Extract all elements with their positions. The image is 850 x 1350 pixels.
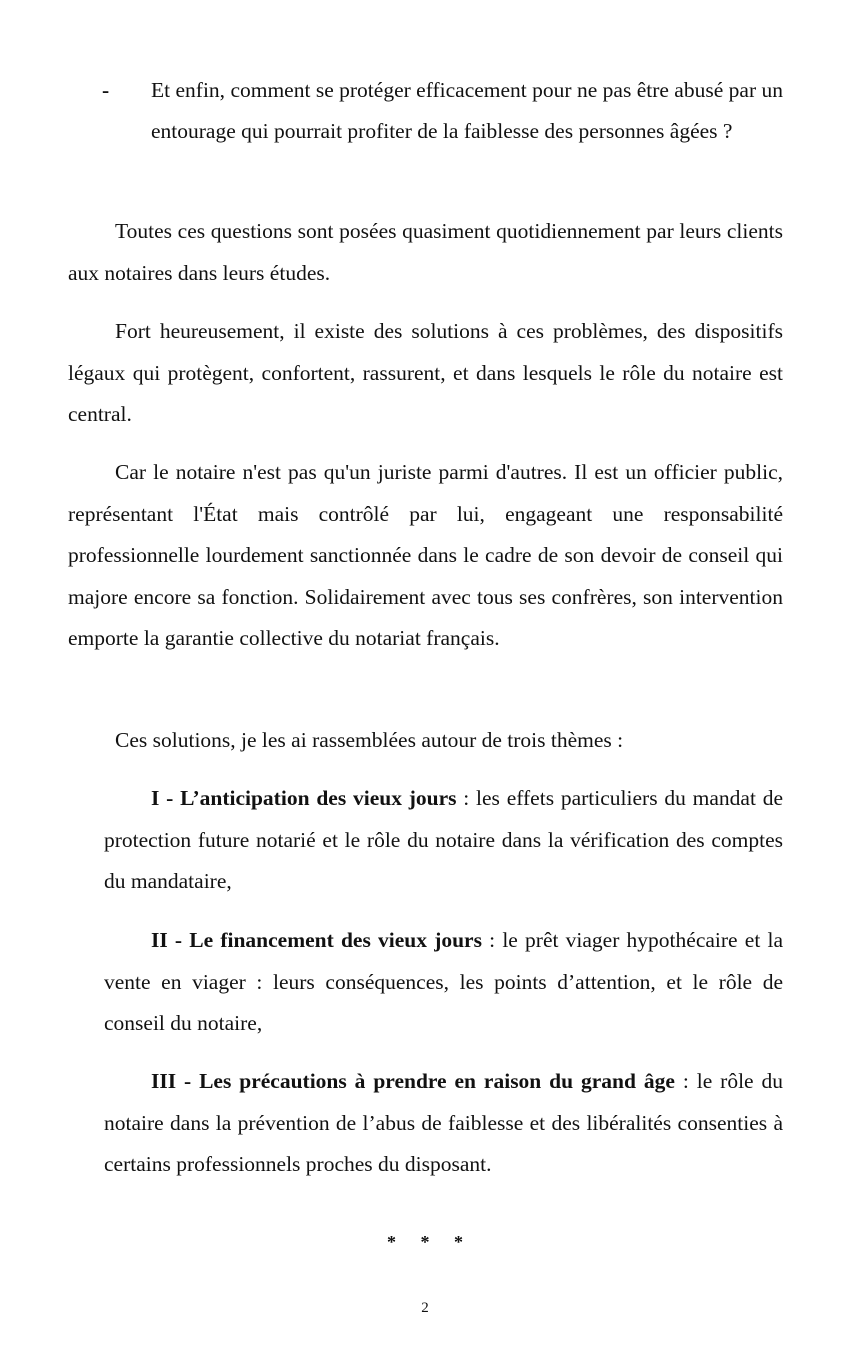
paragraph-questions: Toutes ces questions sont posées quasiment quotidiennement par leurs clients aux notaires dans leurs études. <box>68 219 783 285</box>
theme-item-2 <box>104 920 783 1045</box>
paragraph-themes-intro: Ces solutions, je les ai rassemblées autour de trois thèmes : <box>115 728 624 752</box>
theme-heading-2: II - Le financement des vieux jours <box>151 928 482 952</box>
theme-text-1: : les effets particuliers du mandat de protection future notarié et le rôle du notaire dans la vérification des comptes du mandataire, <box>104 786 783 893</box>
theme-item-1 <box>104 778 783 903</box>
bullet-text: Et enfin, comment se protéger efficacement pour ne pas être abusé par un entourage qui pourrait profiter de la faiblesse des personnes âgées ? <box>151 78 783 143</box>
section-separator: * * * <box>387 1232 463 1252</box>
theme-heading-3: III - Les précautions à prendre en raison du grand âge <box>151 1069 675 1093</box>
paragraph-notary-role: Car le notaire n'est pas qu'un juriste parmi d'autres. Il est un officier public, représentant l'État mais contrôlé par lui, engageant une responsabilité professionnelle lourdement sanctionnée dans le cadre de son devoir de conseil qui majore encore sa fonction. Solidairement avec tous ses confrères, son intervention emporte la garantie collective du notariat français. <box>68 460 783 650</box>
theme-text-3: : le rôle du notaire dans la prévention de l’abus de faiblesse et des libéralités consenties à certains professionnels proches du disposant. <box>104 1069 783 1176</box>
theme-text-2: : le prêt viager hypothécaire et la vente en viager : leurs conséquences, les points d’attention, et le rôle de conseil du notaire, <box>104 928 783 1035</box>
theme-heading-1: I - L’anticipation des vieux jours <box>151 786 457 810</box>
theme-item-3 <box>104 1061 783 1186</box>
page-number: 2 <box>421 1300 429 1316</box>
paragraph-solutions: Fort heureusement, il existe des solutions à ces problèmes, des dispositifs légaux qui protègent, confortent, rassurent, et dans lesquels le rôle du notaire est central. <box>68 319 783 426</box>
bullet-marker: - <box>102 78 110 102</box>
bullet-item <box>68 70 783 152</box>
